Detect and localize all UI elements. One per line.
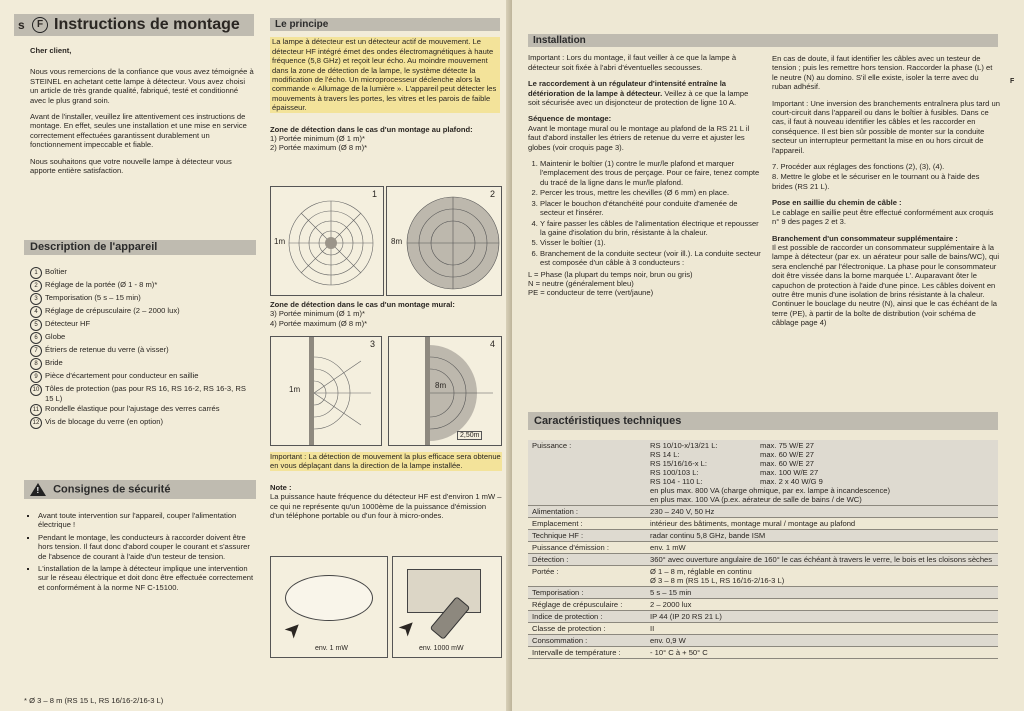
item-text: Réglage de crépusculaire (2 – 2000 lux) bbox=[45, 306, 180, 316]
wire-earth: PE = conducteur de terre (vert/jaune) bbox=[528, 288, 654, 298]
tech-value: 2 – 2000 lux bbox=[646, 599, 998, 611]
tech-value: IP 44 (IP 20 RS 21 L) bbox=[646, 611, 998, 623]
side-language-mark: F bbox=[1010, 78, 1015, 85]
power-row bbox=[650, 468, 994, 477]
tech-key-power: Puissance : bbox=[528, 440, 646, 506]
tech-value: 360° avec ouverture angulaire de 160° le cas échéant à travers le verre, le bois et les cloisons sèches bbox=[646, 554, 998, 566]
tech-key: Intervalle de température : bbox=[528, 647, 646, 659]
wire-neutral: N = neutre (généralement bleu) bbox=[528, 278, 634, 288]
power-model: RS 14 L: bbox=[650, 450, 680, 459]
item-text: Tôles de protection (pas pour RS 16, RS 16-2, RS 16-3, RS 15 L) bbox=[45, 384, 246, 403]
tech-row-power bbox=[528, 440, 998, 506]
tech-key: Alimentation : bbox=[528, 506, 646, 518]
tech-row bbox=[528, 530, 998, 542]
description-header: Description de l'appareil bbox=[24, 240, 256, 255]
item-text: Réglage de la portée (Ø 1 - 8 m)* bbox=[45, 280, 158, 290]
footnote: * Ø 3 – 8 m (RS 15 L, RS 16/16-2/16-3 L) bbox=[24, 696, 164, 705]
description-item bbox=[30, 384, 256, 403]
intro-paragraph-1: Nous vous remercions de la confiance que vous avez témoignée à STEINEL en achetant cette lampe à détecteur. Vous avez choisi un article de très grande qualité, fabriqué, testé et conditionné avec le plus grand soin. bbox=[30, 67, 254, 105]
description-section bbox=[24, 240, 256, 430]
important-note bbox=[270, 452, 502, 527]
cable-text: Le cablage en saillie peut être effectué conformément aux croquis n° 9 des pages 2 et 3. bbox=[772, 207, 994, 227]
ceiling-min: 1) Portée minimum (Ø 1 m)* bbox=[270, 134, 365, 144]
wall-max-zone-graphic bbox=[389, 337, 501, 445]
wall-min-zone-graphic bbox=[271, 337, 381, 445]
safety-item: ▪ L'installation de la lampe à détecteur implique une intervention sur le réseau électrique et doit donc être effectuée correctement et conformément à la norme NF C-15100. bbox=[38, 564, 256, 592]
wall-max: 4) Portée maximum (Ø 8 m)* bbox=[270, 318, 368, 328]
page-title: Instructions de montage bbox=[54, 16, 240, 33]
item-number: 9 bbox=[30, 371, 42, 383]
item-number: 11 bbox=[30, 404, 42, 416]
tech-table bbox=[528, 440, 998, 659]
greeting: Cher client, bbox=[30, 46, 72, 55]
wire-legend bbox=[528, 270, 762, 298]
illustration-phone-microwave bbox=[392, 556, 502, 658]
item-text: Boîtier bbox=[45, 267, 67, 277]
tech-value: radar continu 5,8 GHz, bande ISM bbox=[646, 530, 998, 542]
installation-header: Installation bbox=[528, 34, 998, 47]
item-number: 6 bbox=[30, 332, 42, 344]
mounting-step: 1. Maintenir le boîtier (1) contre le mur/le plafond et marquer l'emplacement des trous de perçage. Pour ce faire, tenez compte du tracé de la ligne dans le mur/le plafond. bbox=[540, 159, 762, 187]
title-bar bbox=[14, 14, 254, 36]
safety-item: ▪ Avant toute intervention sur l'appareil, couper l'alimentation électrique ! bbox=[38, 511, 256, 530]
power-value: max. 100 W/E 27 bbox=[760, 468, 819, 477]
wire-phase: L = Phase (la plupart du temps noir, brun ou gris) bbox=[528, 269, 693, 279]
tech-value-power bbox=[646, 440, 998, 506]
safety-header bbox=[24, 480, 256, 499]
tech-key: Indice de protection : bbox=[528, 611, 646, 623]
tech-key: Puissance d'émission : bbox=[528, 542, 646, 554]
power-value: max. 75 W/E 27 bbox=[760, 441, 815, 450]
wall-zone-block bbox=[270, 300, 502, 328]
diagram-ceiling-max bbox=[386, 186, 502, 296]
ceiling-zone-block bbox=[270, 125, 500, 153]
tech-row bbox=[528, 587, 998, 599]
diagram-ceiling-min bbox=[270, 186, 384, 296]
tech-key: Détection : bbox=[528, 554, 646, 566]
installation-column-2 bbox=[772, 54, 1000, 335]
tech-value: Ø 1 – 8 m, réglable en continu Ø 3 – 8 m (RS 15 L, RS 16/16-2/16-3 L) bbox=[646, 566, 998, 587]
principle-section bbox=[270, 18, 500, 153]
item-number: 10 bbox=[30, 384, 42, 396]
safety-section bbox=[24, 480, 256, 595]
diagram-number-3: 3 bbox=[369, 339, 375, 349]
tech-row bbox=[528, 623, 998, 635]
tech-value: 5 s – 15 min bbox=[646, 587, 998, 599]
power-model: RS 15/16/16-x L: bbox=[650, 459, 707, 468]
diagram-number-4: 4 bbox=[489, 339, 495, 349]
extra-consumer-block bbox=[772, 234, 1000, 328]
description-item bbox=[30, 345, 256, 357]
diagram-wall-max bbox=[388, 336, 502, 446]
mounting-step: 6. Branchement de la conduite secteur (voir ill.). La conduite secteur est composée d'un câble à 3 conducteurs : bbox=[540, 249, 762, 268]
lamp-power-label: env. 1 mW bbox=[315, 645, 348, 652]
arrow-icon-2: ➤ bbox=[394, 614, 422, 642]
item-number: 5 bbox=[30, 319, 42, 331]
tech-row bbox=[528, 518, 998, 530]
ceiling-max: 2) Portée maximum (Ø 8 m)* bbox=[270, 143, 368, 153]
tech-value: - 10° C à + 50° C bbox=[646, 647, 998, 659]
item-text: Vis de blocage du verre (en option) bbox=[45, 417, 164, 427]
item-number: 12 bbox=[30, 417, 42, 429]
install-testing: En cas de doute, il faut identifier les câbles avec un testeur de tension ; puis les remettre hors tension. Raccorder la phase (L) et le neutre (N) au domino. S'il elle existe, isoler la terre avec du ruban adhésif. bbox=[772, 54, 993, 92]
description-item bbox=[30, 332, 256, 344]
description-item bbox=[30, 371, 256, 383]
diagram-label-8m: 8m bbox=[391, 237, 403, 246]
mounting-steps bbox=[528, 159, 762, 267]
lamp-globe-shape bbox=[285, 575, 373, 621]
power-value: max. 60 W/E 27 bbox=[760, 450, 815, 459]
tech-key: Classe de protection : bbox=[528, 623, 646, 635]
tech-key: Emplacement : bbox=[528, 518, 646, 530]
tech-key: Réglage de crépusculaire : bbox=[528, 599, 646, 611]
right-page bbox=[512, 0, 1024, 711]
item-text: Globe bbox=[45, 332, 66, 342]
note-title: Note : bbox=[270, 482, 292, 492]
mounting-step: 3. Placer le bouchon d'étanchéité pour conduite d'amenée de secteur et l'insérer. bbox=[540, 199, 762, 218]
item-text: Détecteur HF bbox=[45, 319, 91, 329]
description-list bbox=[24, 267, 256, 429]
item-number: 7 bbox=[30, 345, 42, 357]
tech-value: env. 1 mW bbox=[646, 542, 998, 554]
diagram-number-2: 2 bbox=[489, 189, 495, 199]
tech-row bbox=[528, 554, 998, 566]
tech-rows bbox=[528, 506, 998, 659]
install-dimmer-warning: Le raccordement à un régulateur d'intensité entraîne la détérioration de la lampe à détecteur. bbox=[528, 79, 727, 98]
tech-section bbox=[528, 412, 998, 659]
tech-key: Portée : bbox=[528, 566, 646, 587]
mounting-step: 2. Percer les trous, mettre les chevilles (Ø 6 mm) en place. bbox=[540, 188, 762, 197]
diagram-label-1m-wall: 1m bbox=[289, 385, 301, 394]
power-value: max. 60 W/E 27 bbox=[760, 459, 815, 468]
ceiling-max-zone-graphic bbox=[387, 187, 501, 295]
install-inversion: Important : Une inversion des branchements entraînera plus tard un court-circuit dans l'appareil ou dans le boîtier à fusibles. Dans ce cas, il faut à nouveau identifier les câbles et les raccorder en conséquence. Il est bien sûr possible de monter sur la conduite secteur un interrupteur permettant la mise en ou hors circuit de l'appareil. bbox=[772, 98, 1000, 155]
item-text: Pièce d'écartement pour conducteur en saillie bbox=[45, 371, 199, 381]
wall-zone-title: Zone de détection dans le cas d'un montage mural: bbox=[270, 300, 455, 309]
safety-item: ▪ Pendant le montage, les conducteurs à raccorder doivent être hors tension. Il faut donc d'abord couper le courant et s'assurer de l'absence de courant à l'aide d'un testeur de tension. bbox=[38, 533, 256, 561]
cable-title: Pose en saillie du chemin de câble : bbox=[772, 198, 902, 208]
tech-value: II bbox=[646, 623, 998, 635]
power-extra-1: en plus max. 800 VA (charge ohmique, par ex. lampe à incandescence) bbox=[650, 486, 891, 495]
sequence-text: Avant le montage mural ou le montage au plafond de la RS 21 L il faut d'abord installer les étriers de retenue du verre et ajuster les globes (voir croquis page 3). bbox=[528, 123, 750, 152]
phone-power-label: env. 1000 mW bbox=[419, 645, 464, 652]
intro-paragraph-2: Avant de l'installer, veuillez lire attentivement ces instructions de montage. En effet, seules une installation et une mise en service correctement effectuées garantissent durablement un fonctionnement impeccable et fiable. bbox=[30, 112, 247, 150]
description-item bbox=[30, 358, 256, 370]
power-model: RS 100/103 L: bbox=[650, 468, 699, 477]
item-number: 8 bbox=[30, 358, 42, 370]
ceiling-zone-title: Zone de détection dans le cas d'un montage au plafond: bbox=[270, 124, 473, 134]
diagram-wall-min bbox=[270, 336, 382, 446]
note-block bbox=[270, 483, 502, 521]
item-text: Rondelle élastique pour l'ajustage des verres carrés bbox=[45, 404, 220, 414]
item-number: 3 bbox=[30, 293, 42, 305]
tech-value: 230 – 240 V, 50 Hz bbox=[646, 506, 998, 518]
mounting-step: 5. Visser le boîtier (1). bbox=[540, 238, 762, 247]
intro-column bbox=[30, 46, 254, 182]
safety-title: Consignes de sécurité bbox=[53, 483, 171, 496]
description-item bbox=[30, 267, 256, 279]
sequence-title: Séquence de montage: bbox=[528, 114, 612, 124]
item-number: 2 bbox=[30, 280, 42, 292]
description-item bbox=[30, 417, 256, 429]
tech-row bbox=[528, 647, 998, 659]
note-text: La puissance haute fréquence du détecteur HF est d'environ 1 mW – ce qui ne représente qu'un 1000ème de la puissance d'émission d'un téléphone portable ou d'un four à micro-ondes. bbox=[270, 492, 502, 521]
power-rows bbox=[650, 441, 994, 486]
power-model: RS 10/10-x/13/21 L: bbox=[650, 441, 718, 450]
installation-column-1 bbox=[528, 34, 762, 298]
description-item bbox=[30, 280, 256, 292]
power-row bbox=[650, 477, 994, 486]
diagram-label-height: 2,50m bbox=[457, 431, 482, 440]
ceiling-min-zone-graphic bbox=[271, 187, 383, 295]
wall-min: 3) Portée minimum (Ø 1 m)* bbox=[270, 309, 365, 319]
principle-text: La lampe à détecteur est un détecteur actif de mouvement. Le détecteur HF intégré émet des ondes électromagnétiques à haute fréquence (5,8 GHz) et reçoit leur écho. Au moindre mouvement dans la zone de détection de la lampe, le système détecte la modification de l'écho. Un microprocesseur déclenche alors la commande « Allumage de la lumière ». L'appareil peut détecter les mouvements à travers les portes, les vitres et les parois de faible épaisseur. bbox=[270, 37, 500, 112]
microwave-shape bbox=[407, 569, 481, 613]
extra-consumer-title: Branchement d'un consommateur supplémentaire : bbox=[772, 233, 958, 243]
description-item bbox=[30, 306, 256, 318]
illustration-lamp bbox=[270, 556, 388, 658]
tech-row bbox=[528, 599, 998, 611]
power-value: max. 2 x 40 W/G 9 bbox=[760, 477, 823, 486]
page-letter: s bbox=[18, 18, 25, 32]
tech-key: Technique HF : bbox=[528, 530, 646, 542]
diagram-label-8m-wall: 8m bbox=[435, 381, 447, 390]
cable-block bbox=[772, 198, 1000, 226]
item-text: Bride bbox=[45, 358, 63, 368]
tech-row bbox=[528, 566, 998, 587]
tech-value: env. 0,9 W bbox=[646, 635, 998, 647]
tech-row bbox=[528, 611, 998, 623]
tech-key: Consommation : bbox=[528, 635, 646, 647]
power-row bbox=[650, 459, 994, 468]
intro-paragraph-3: Nous souhaitons que votre nouvelle lampe à détecteur vous apporte entière satisfaction. bbox=[30, 156, 232, 176]
install-important: Important : Lors du montage, il faut veiller à ce que la lampe à détecteur soit fixée à l'abri d'éventuelles secousses. bbox=[528, 53, 737, 72]
tech-value: intérieur des bâtiments, montage mural / montage au plafond bbox=[646, 518, 998, 530]
step-8: 8. Mettre le globe et le sécuriser en le tournant ou à l'aide des brides (RS 21 L). bbox=[772, 172, 980, 191]
description-item bbox=[30, 404, 256, 416]
power-extra-2: en plus max. 100 VA (p.ex. aérateur de salle de bains / de WC) bbox=[650, 495, 862, 504]
power-model: RS 104 - 110 L: bbox=[650, 477, 703, 486]
tech-row bbox=[528, 635, 998, 647]
safety-list bbox=[24, 511, 256, 592]
diagram-number-1: 1 bbox=[371, 189, 377, 199]
item-number: 1 bbox=[30, 267, 42, 279]
power-row bbox=[650, 441, 994, 450]
mounting-step: 4. Y faire passer les câbles de l'alimentation électrique et repousser la gaine d'isolation du brin, résistante à la chaleur. bbox=[540, 219, 762, 238]
tech-row bbox=[528, 506, 998, 518]
item-text: Étriers de retenue du verre (à visser) bbox=[45, 345, 169, 355]
install-breaker: Veillez à ce que la lampe soit sécurisée avec un disjoncteur de protection de ligne 10 A. bbox=[528, 88, 749, 108]
principle-header: Le principe bbox=[270, 18, 500, 31]
description-item bbox=[30, 319, 256, 331]
diagram-label-1m: 1m bbox=[274, 237, 286, 246]
install-dimmer-block bbox=[528, 79, 762, 107]
description-item bbox=[30, 293, 256, 305]
item-number: 4 bbox=[30, 306, 42, 318]
tech-row bbox=[528, 542, 998, 554]
important-text: Important : La détection de mouvement la plus efficace sera obtenue en vous déplaçant dans la direction de la lampe installée. bbox=[270, 452, 501, 471]
language-badge: F bbox=[32, 17, 48, 33]
item-text: Temporisation (5 s – 15 min) bbox=[45, 293, 141, 303]
tech-key: Temporisation : bbox=[528, 587, 646, 599]
tech-header: Caractéristiques techniques bbox=[528, 412, 998, 430]
arrow-icon: ➤ bbox=[280, 616, 308, 644]
step-7: 7. Procéder aux réglages des fonctions (2), (3), (4). bbox=[772, 162, 945, 172]
sequence-block bbox=[528, 114, 762, 152]
warning-icon: ! bbox=[30, 483, 46, 496]
extra-consumer-text: Il est possible de raccorder un consommateur supplémentaire à la lampe à détecteur (par ex. un aérateur pour salle de bains/WC), qui sera enclenché par l'électronique. La phase pour le consommateur doit être vissée dans la borne marquée L'. Auparavant ôter le capuchon de protection à l'aide d'une pince. Les câbles doivent en outre être munis d'une isolation de brins résistante à la chaleur. Continuer le bouclage du neutre (N), ainsi que le cas échéant de la terre (PE), à partir de la boîte de distribution (voir schéma de câblage page 4) bbox=[772, 242, 1000, 328]
power-row bbox=[650, 450, 994, 459]
